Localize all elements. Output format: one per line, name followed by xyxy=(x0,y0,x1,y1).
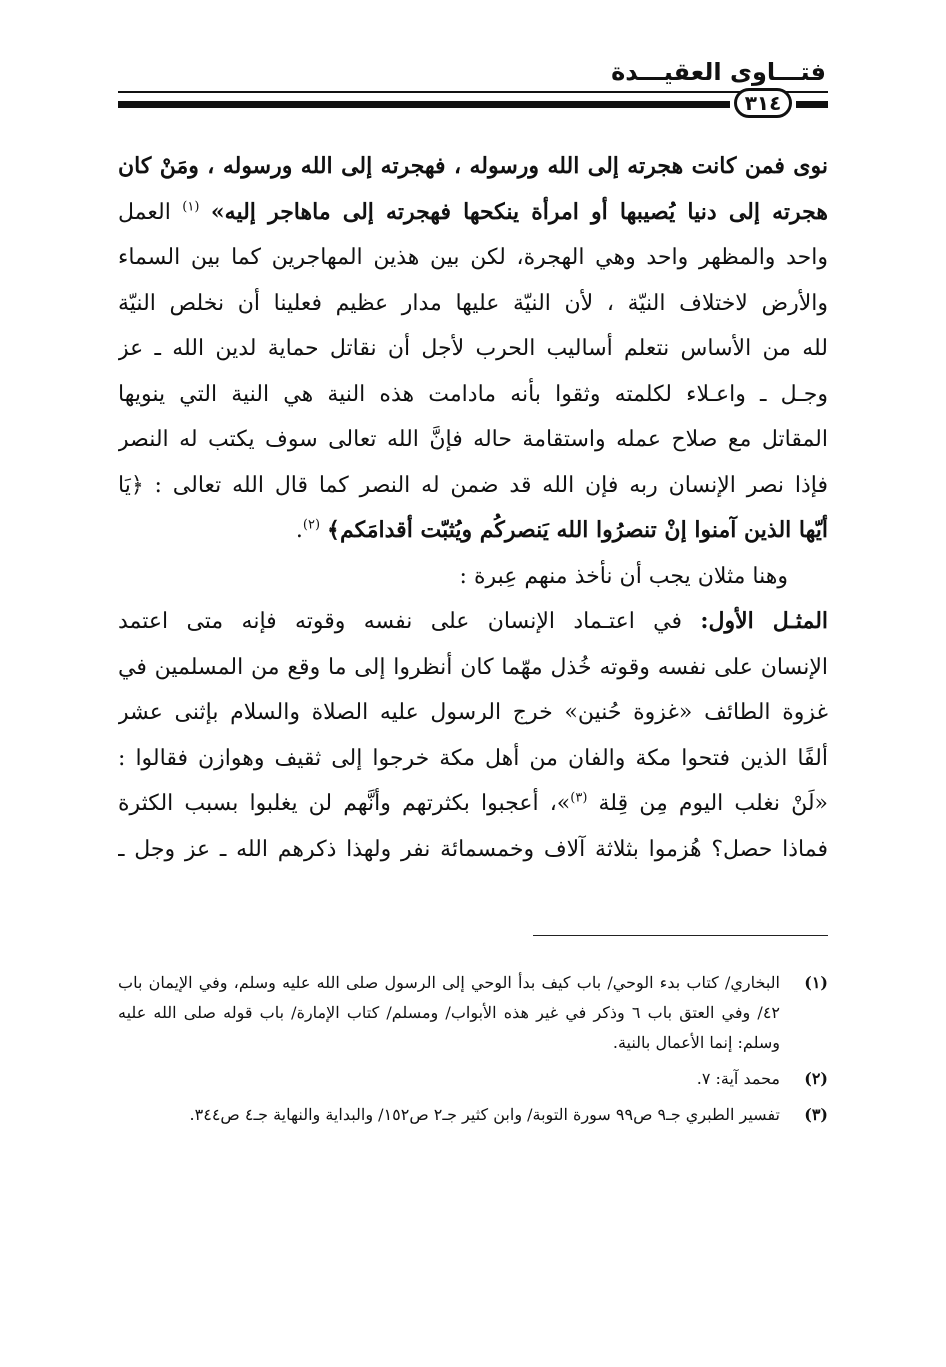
footnote-text: محمد آية: ٧. xyxy=(696,1069,780,1088)
footnotes xyxy=(118,968,828,1136)
body-line-12: الإنسان على نفسه وقوته خُذل مهّما كان أنظروا إلى ما وقع من المسلمين في xyxy=(118,654,828,680)
footnote-mark-2: (٢) xyxy=(302,517,321,533)
body-line-5: لله من الأساس نتعلم أساليب الحرب لأجل أن نقاتل حماية لدين الله ـ عز xyxy=(118,336,828,361)
footnote-text: البخاري/ كتاب بدء الوحي/ باب كيف بدأ الوحي إلى الرسول صلى الله عليه وسلم، وفي الإيمان باب ٤٢/ وفي العتق باب ٦ وذكر في غير هذه الأبواب/ ومسلم/ كتاب الإمارة/ باب قوله صلى الله عليه وسلم: إنما الأعمال بالنية. xyxy=(118,973,780,1052)
body-line-7: المقاتل مع صلاح عمله واستقامة حاله فإنَّ الله تعالى سوف يكتب له النصر xyxy=(118,427,828,452)
body-line-9-tail: . xyxy=(295,518,303,543)
header-rule-stub xyxy=(796,101,828,108)
page-number: ٣١٤ xyxy=(734,88,792,118)
body-line-4: والأرض لاختلاف النيّة ، لأن النيّة عليها مدار عظيم فعلينا أن نخلص النيّة xyxy=(118,290,828,316)
body-line-3: واحد والمظهر واحد وهي الهجرة، لكن بين هذين المهاجرين كما بين السماء xyxy=(118,245,828,270)
footnote-text: تفسير الطبري جـ٩ ص٩٩ سورة التوبة/ وابن كثير جـ٢ ص١٥٢/ والبداية والنهاية جـ٤ ص٣٤٤. xyxy=(189,1105,780,1124)
footnote-number: (٢) xyxy=(804,1069,828,1088)
quran-verse: أيّها الذين آمنوا إنْ تنصرُوا الله يَنصركُم ويُثبّت أقدامَكم﴾ xyxy=(327,517,828,543)
hadith-end: هجرته إلى دنيا يُصيبها أو امرأة ينكحها فهجرته إلى ماهاجر إليه» xyxy=(210,198,828,225)
quote-close: »، xyxy=(549,791,571,816)
footnote-number: (٣) xyxy=(804,1105,828,1124)
body-line-14: ألفًا الذين فتحوا مكة والفان من أهل مكة خرجوا إلى ثقيف وهوازن فقالوا : xyxy=(118,745,828,771)
footnote-1 xyxy=(118,968,828,1058)
quote-start: «لَنْ نغلب اليوم مِن قِلة xyxy=(598,791,828,816)
footnote-2 xyxy=(118,1064,828,1094)
body-line-8: فإذا نصر الإنسان ربه فإن الله قد ضمن له النصر كما قال الله تعالى : ﴿يَا xyxy=(118,472,828,498)
body-line-2 xyxy=(118,190,828,236)
header-rule-thin xyxy=(118,91,828,93)
body-line-9 xyxy=(118,508,828,554)
footnote-number: (١) xyxy=(804,973,828,992)
body-line-1: نوى فمن كانت هجرته إلى الله ورسوله ، فهجرته إلى الله ورسوله ، ومَنْ كان xyxy=(118,153,828,179)
header-rule-thick xyxy=(118,101,730,108)
body-line-15-text: أعجبوا بكثرتهم وأنَّهم لن يغلبوا بسبب الكثرة xyxy=(118,791,539,816)
footnote-mark-1: (١) xyxy=(182,199,200,215)
body-line-16: فماذا حصل؟ هُزموا بثلاثة آلاف وخمسمائة نفر ولهذا ذكرهم الله ـ عز وجل ـ xyxy=(118,836,828,862)
body-line-11 xyxy=(118,599,828,645)
body-line-11-text: في اعتـماد الإنسان على نفسه وقوته فإنه متى اعتمد xyxy=(118,609,683,634)
body-line-15 xyxy=(118,781,828,827)
body-text xyxy=(118,144,828,872)
footnote-separator xyxy=(533,935,828,936)
body-line-2-tail: العمل xyxy=(118,199,171,225)
example-heading: المثـل الأول: xyxy=(700,608,828,634)
body-line-6: وجـل ـ واعـلاء لكلمته وثقوا بأنه مادامت هذه النية هي النية التي ينويها xyxy=(118,381,828,407)
body-line-13: غزوة الطائف «غزوة حُنين» خرج الرسول عليه الصلاة والسلام بإثنى عشر xyxy=(118,700,828,725)
footnote-3 xyxy=(118,1100,828,1130)
running-title: فتـــاوى العقيـــدة xyxy=(611,58,826,86)
footnote-mark-3: (٣) xyxy=(570,790,588,806)
body-line-10: وهنا مثلان يجب أن نأخذ منهم عِبرة : xyxy=(459,563,788,589)
